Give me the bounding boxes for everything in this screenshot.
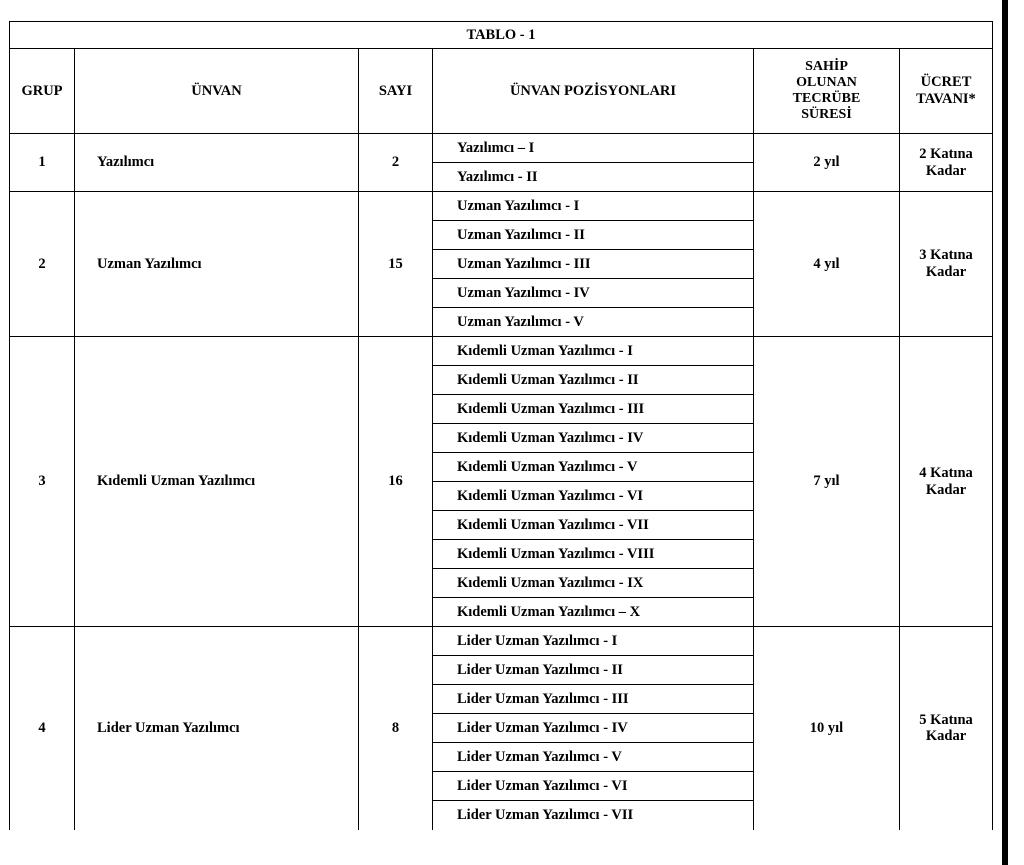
position-cell: Uzman Yazılımcı - V [433, 308, 754, 337]
salary-cap-line: Kadar [925, 264, 967, 280]
group-experience: 10 yıl [754, 627, 900, 830]
group-title: Kıdemli Uzman Yazılımcı [75, 337, 359, 627]
group-salary-cap [900, 134, 993, 192]
group-count: 15 [359, 192, 433, 337]
group-salary-cap [900, 192, 993, 337]
header-ucret-line: ÜCRET [920, 74, 972, 91]
group-number: 2 [10, 192, 75, 337]
header-row [10, 49, 993, 134]
salary-cap-line: Kadar [925, 481, 967, 498]
positions-table [9, 21, 993, 830]
header-tecrube-line: OLUNAN [796, 74, 857, 90]
table-row [10, 627, 993, 656]
header-tecrube-line: SÜRESİ [801, 107, 852, 123]
salary-cap-line: 2 Katına [919, 145, 973, 162]
group-count: 8 [359, 627, 433, 830]
position-cell: Kıdemli Uzman Yazılımcı - V [433, 453, 754, 482]
group-experience: 4 yıl [754, 192, 900, 337]
salary-cap-line: 5 Katına [919, 711, 973, 728]
group-experience: 2 yıl [754, 134, 900, 192]
salary-cap-line: 4 Katına [919, 464, 973, 481]
group-number: 3 [10, 337, 75, 627]
position-cell: Kıdemli Uzman Yazılımcı - VIII [433, 540, 754, 569]
group-count: 2 [359, 134, 433, 192]
group-number: 4 [10, 627, 75, 830]
group-experience: 7 yıl [754, 337, 900, 627]
position-cell: Lider Uzman Yazılımcı - II [433, 656, 754, 685]
table-row [10, 337, 993, 366]
table-title: TABLO - 1 [10, 22, 993, 49]
header-pozisyonlar: ÜNVAN POZİSYONLARI [433, 49, 754, 134]
salary-cap-line: Kadar [925, 162, 967, 179]
group-title: Uzman Yazılımcı [75, 192, 359, 337]
position-cell: Kıdemli Uzman Yazılımcı - IV [433, 424, 754, 453]
position-cell: Uzman Yazılımcı - III [433, 250, 754, 279]
position-cell: Uzman Yazılımcı - I [433, 192, 754, 221]
group-title: Yazılımcı [75, 134, 359, 192]
header-sayi: SAYI [359, 49, 433, 134]
position-cell: Kıdemli Uzman Yazılımcı - VI [433, 482, 754, 511]
position-cell: Yazılımcı - II [433, 163, 754, 192]
page-right-border [1002, 0, 1008, 865]
group-number: 1 [10, 134, 75, 192]
salary-cap-line: 3 Katına [919, 247, 973, 264]
position-cell: Lider Uzman Yazılımcı - V [433, 743, 754, 772]
position-cell: Lider Uzman Yazılımcı - VI [433, 772, 754, 801]
header-ucret-line: TAVANI* [916, 91, 976, 107]
header-tecrube-line: SAHİP [805, 58, 848, 74]
position-cell: Kıdemli Uzman Yazılımcı - VII [433, 511, 754, 540]
header-unvan: ÜNVAN [75, 49, 359, 134]
header-grup: GRUP [10, 49, 75, 134]
group-count: 16 [359, 337, 433, 627]
position-cell: Uzman Yazılımcı - IV [433, 279, 754, 308]
group-title: Lider Uzman Yazılımcı [75, 627, 359, 830]
group-salary-cap [900, 627, 993, 830]
position-cell: Lider Uzman Yazılımcı - IV [433, 714, 754, 743]
group-salary-cap [900, 337, 993, 627]
position-cell: Kıdemli Uzman Yazılımcı - III [433, 395, 754, 424]
position-cell: Uzman Yazılımcı - II [433, 221, 754, 250]
position-cell: Yazılımcı – I [433, 134, 754, 163]
position-cell: Kıdemli Uzman Yazılımcı – X [433, 598, 754, 627]
position-cell: Lider Uzman Yazılımcı - VII [433, 801, 754, 830]
header-tecrube-line: TECRÜBE [792, 91, 861, 106]
position-cell: Kıdemli Uzman Yazılımcı - II [433, 366, 754, 395]
position-cell: Kıdemli Uzman Yazılımcı - IX [433, 569, 754, 598]
position-cell: Lider Uzman Yazılımcı - I [433, 627, 754, 656]
table-row [10, 134, 993, 163]
position-cell: Kıdemli Uzman Yazılımcı - I [433, 337, 754, 366]
header-tecrube [754, 49, 900, 134]
table-row [10, 192, 993, 221]
header-ucret [900, 49, 993, 134]
position-cell: Lider Uzman Yazılımcı - III [433, 685, 754, 714]
salary-cap-line: Kadar [925, 728, 967, 745]
